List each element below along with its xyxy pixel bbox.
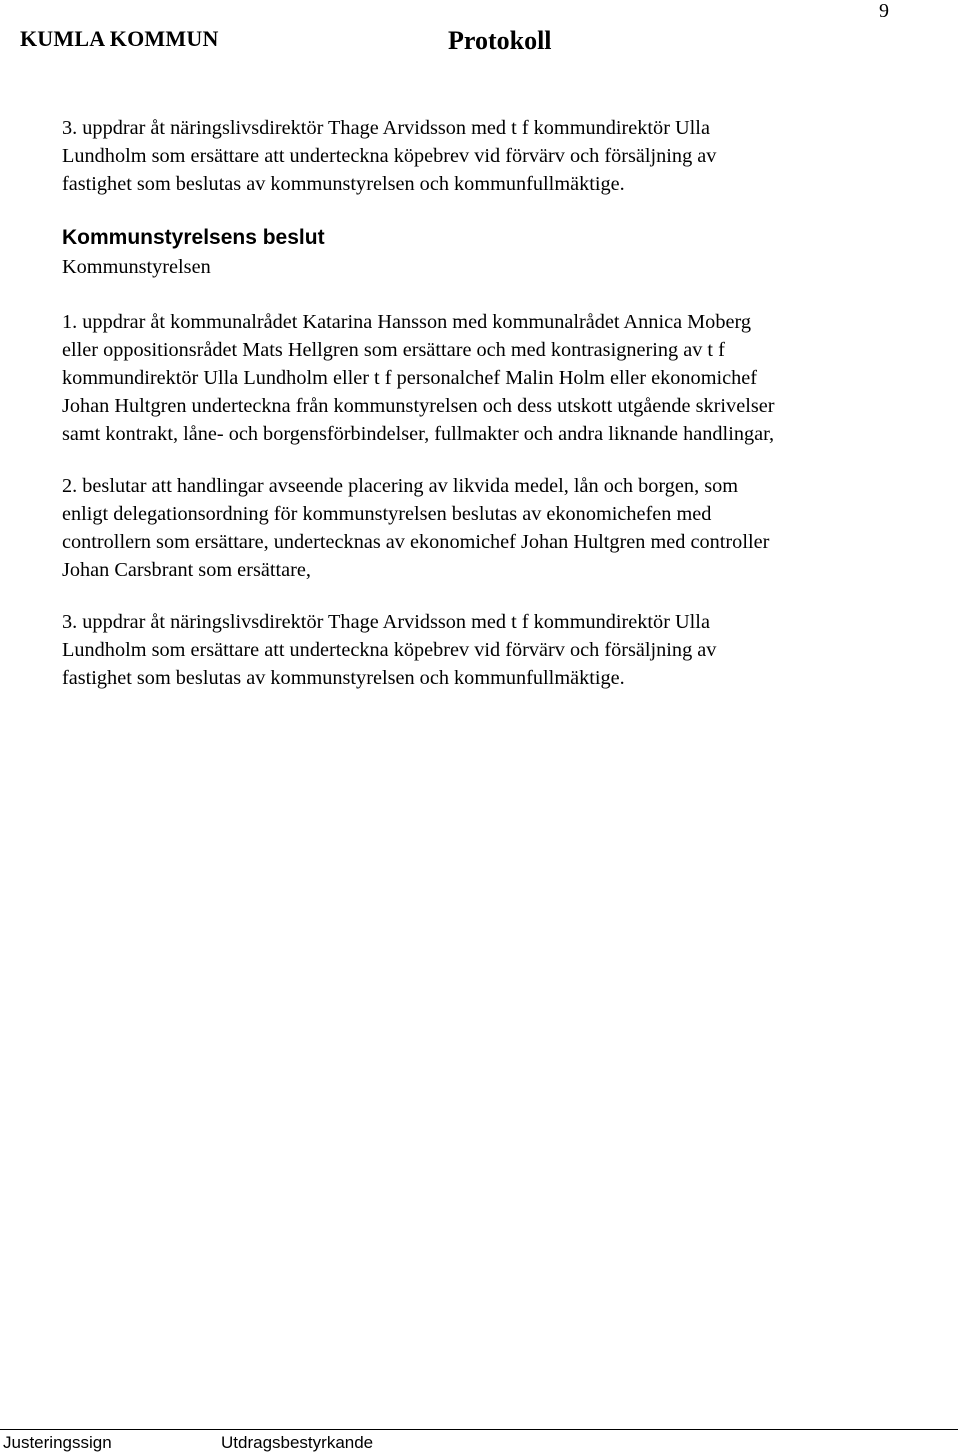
top-item-paragraph <box>62 114 952 198</box>
paragraph-line: 3. uppdrar åt näringslivsdirektör Thage Arvidsson med t f kommundirektör Ulla <box>62 117 710 139</box>
paragraph-line: controllern som ersättare, undertecknas av ekonomichef Johan Hultgren med controller <box>62 531 770 553</box>
paragraph-line: 2. beslutar att handlingar avseende placering av likvida medel, lån och borgen, som <box>62 475 739 497</box>
paragraph-line: fastighet som beslutas av kommunstyrelsen och kommunfullmäktige. <box>62 173 625 195</box>
paragraph-line: Lundholm som ersättare att underteckna köpebrev vid förvärv och försäljning av <box>62 145 717 167</box>
paragraph-line: enligt delegationsordning för kommunstyrelsen beslutas av ekonomichefen med <box>62 503 712 525</box>
page-number: 9 <box>879 0 889 22</box>
paragraph-line: Johan Hultgren underteckna från kommunstyrelsen och dess utskott utgående skrivelser <box>62 395 775 417</box>
decision-item-1 <box>62 308 952 448</box>
paragraph-line: Lundholm som ersättare att underteckna köpebrev vid förvärv och försäljning av <box>62 639 717 661</box>
organization-name: KUMLA KOMMUN <box>20 26 219 51</box>
decision-body-label: Kommunstyrelsen <box>62 256 211 278</box>
paragraph-line: samt kontrakt, låne- och borgensförbindelser, fullmakter och andra liknande handlingar, <box>62 423 775 445</box>
paragraph-line: eller oppositionsrådet Mats Hellgren som ersättare och med kontrasignering av t f <box>62 339 725 361</box>
paragraph-line: kommundirektör Ulla Lundholm eller t f personalchef Malin Holm eller ekonomichef <box>62 367 757 389</box>
document-title: Protokoll <box>448 26 552 55</box>
document-body <box>62 114 952 692</box>
footer-certification-label: Utdragsbestyrkande <box>221 1433 374 1452</box>
paragraph-line: Johan Carsbrant som ersättare, <box>62 559 311 581</box>
footer-signature-label: Justeringssign <box>3 1433 112 1452</box>
footer-divider <box>0 1429 958 1430</box>
paragraph-line: 3. uppdrar åt näringslivsdirektör Thage Arvidsson med t f kommundirektör Ulla <box>62 611 710 633</box>
paragraph-line: fastighet som beslutas av kommunstyrelsen och kommunfullmäktige. <box>62 667 625 689</box>
section-heading: Kommunstyrelsens beslut <box>62 226 325 249</box>
paragraph-line: 1. uppdrar åt kommunalrådet Katarina Hansson med kommunalrådet Annica Moberg <box>62 311 751 333</box>
decision-item-3 <box>62 608 952 692</box>
decision-item-2 <box>62 472 952 584</box>
